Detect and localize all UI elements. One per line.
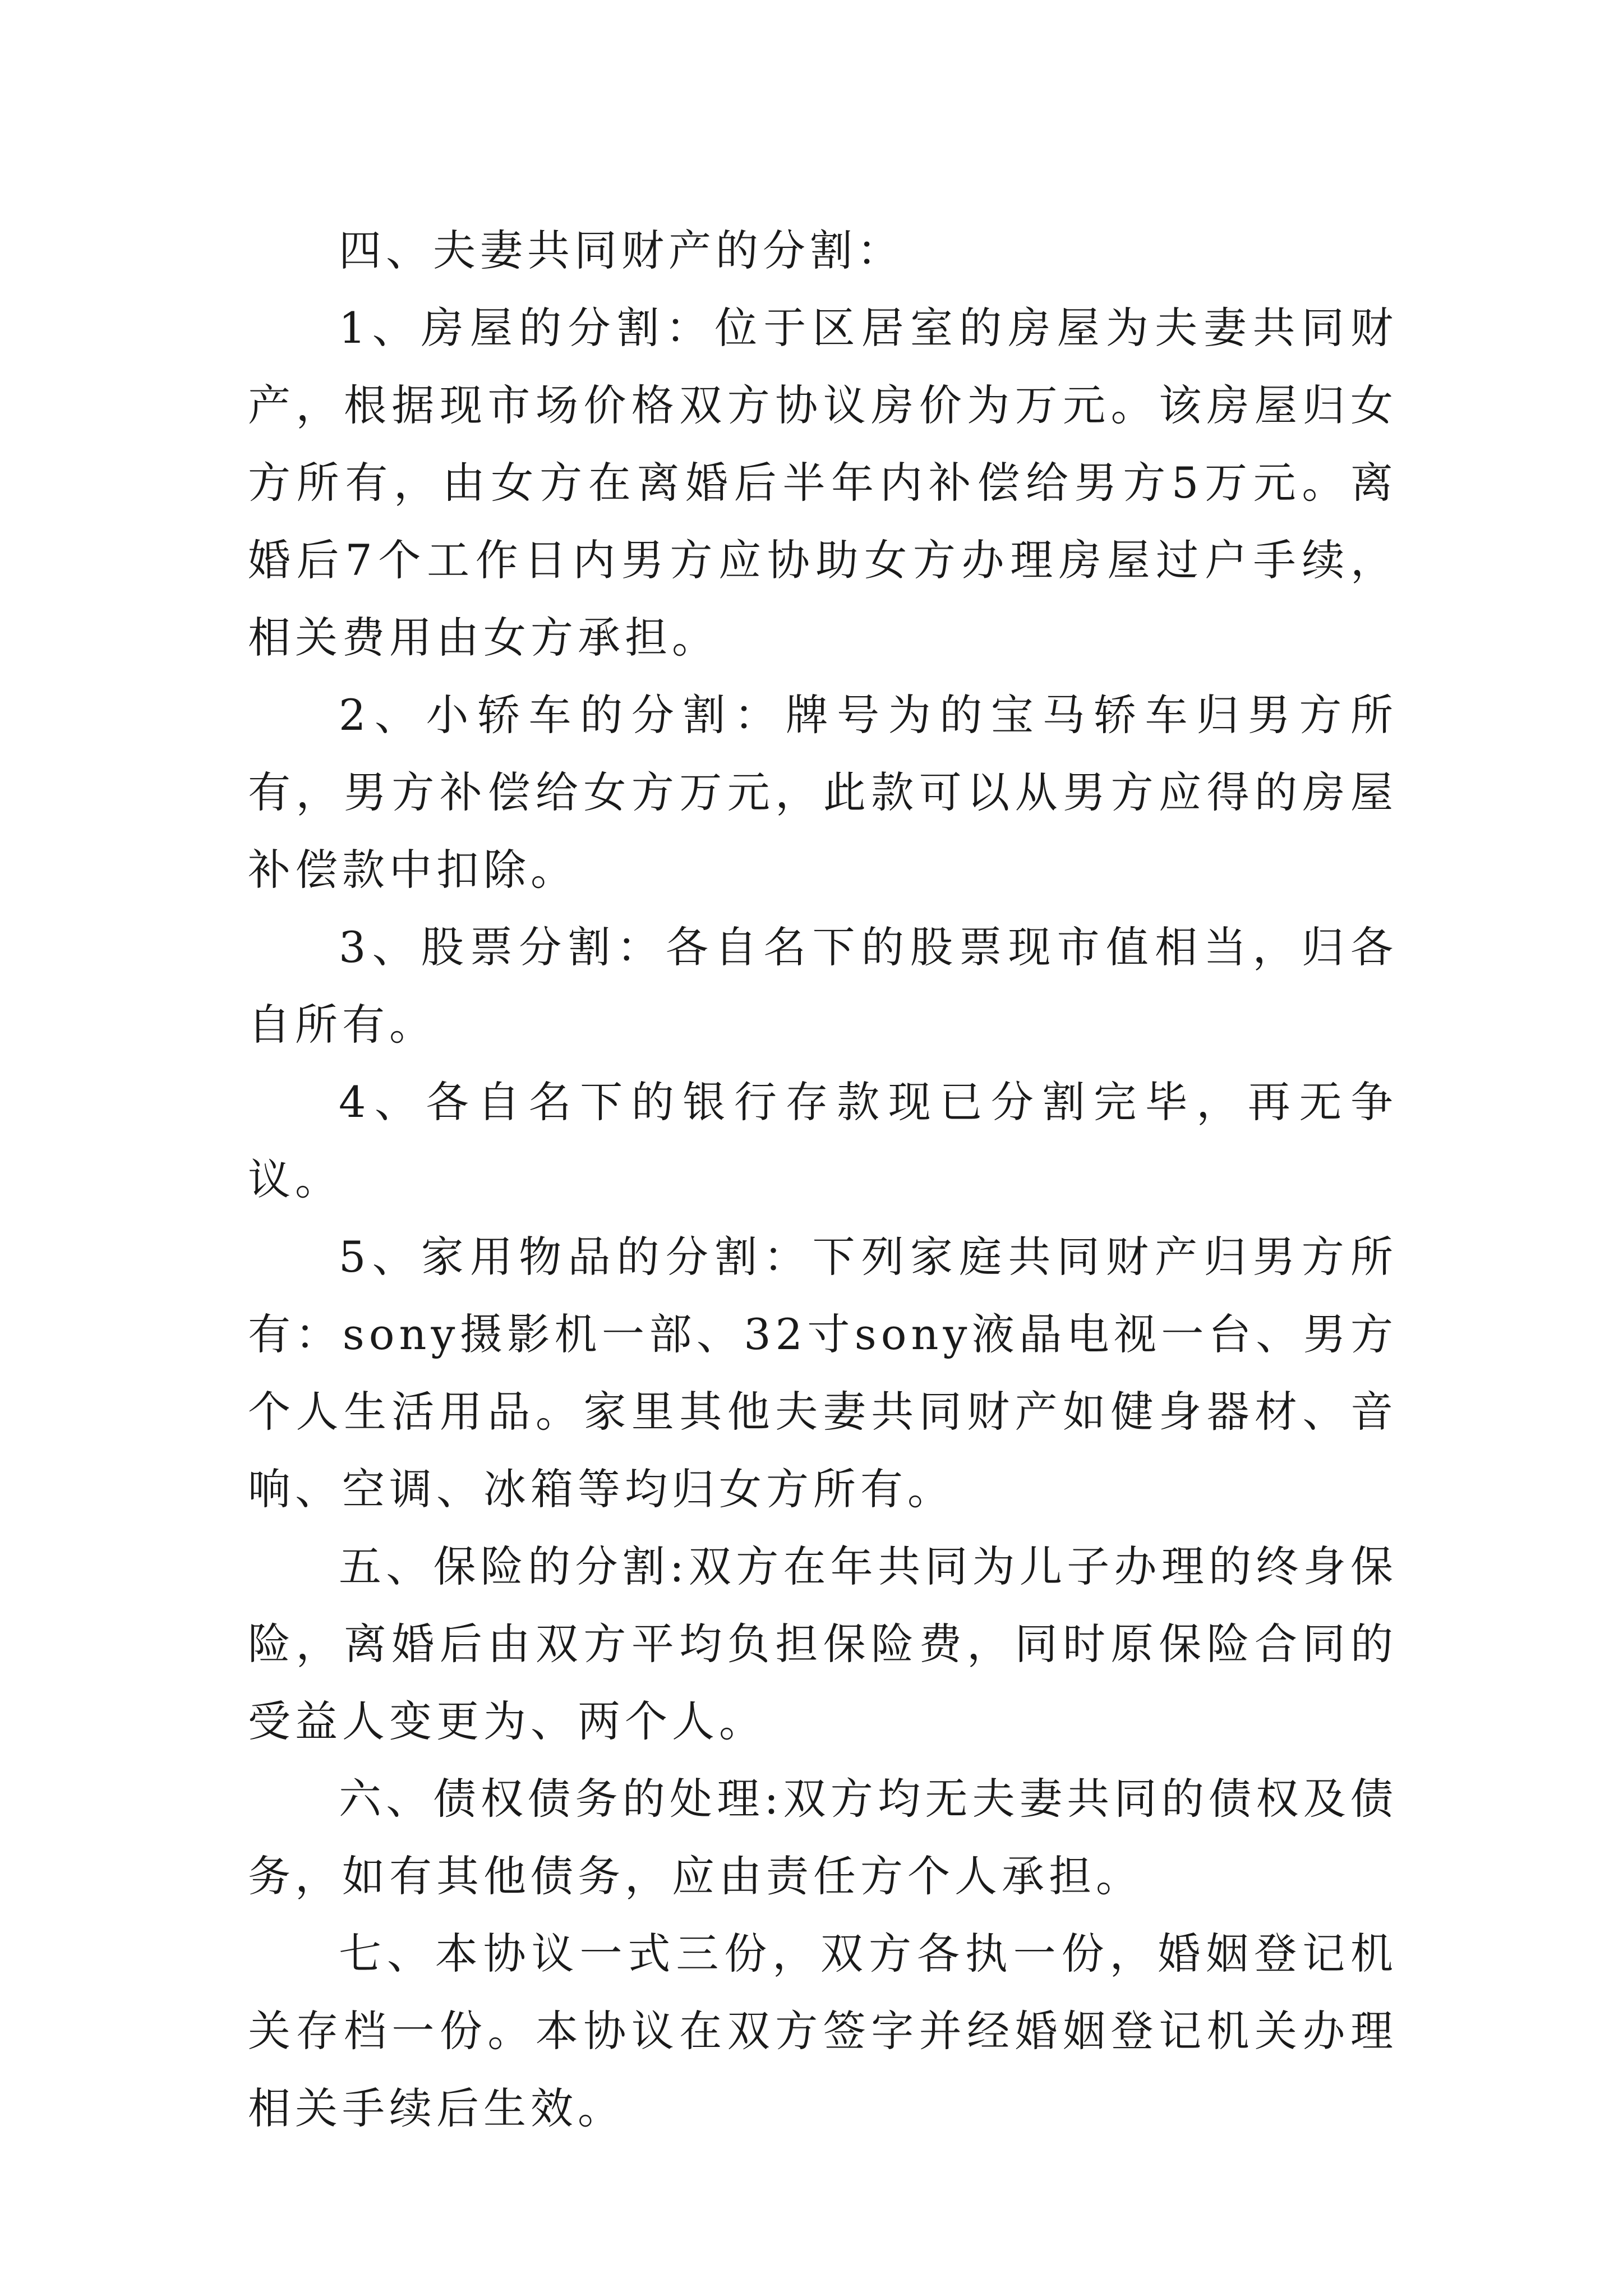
clause-car-division: 2、小轿车的分割：牌号为的宝马轿车归男方所有，男方补偿给女方万元，此款可以从男方应得的房屋补偿款中扣除。 <box>248 690 1398 895</box>
clause-household-items: 5、家用物品的分割：下列家庭共同财产归男方所有：sony摄影机一部、32寸sony液晶电视一台、男方个人生活用品。家里其他夫妻共同财产如健身器材、音响、空调、冰箱等均归女方所有。 <box>248 1232 1398 1514</box>
clause-house-division: 1、房屋的分割：位于区居室的房屋为夫妻共同财产，根据现市场价格双方协议房价为万元。该房屋归女方所有，由女方在离婚后半年内补偿给男方5万元。离婚后7个工作日内男方应协助女方办理房屋过户手续，相关费用由女方承担。 <box>248 303 1398 662</box>
clause-bank-deposit: 4、各自名下的银行存款现已分割完毕，再无争议。 <box>248 1077 1398 1204</box>
document-body <box>248 212 1398 2147</box>
clause-stock-division: 3、股票分割：各自名下的股票现市值相当，归各自所有。 <box>248 922 1398 1050</box>
section-agreement-copies: 七、本协议一式三份，双方各执一份，婚姻登记机关存档一份。本协议在双方签字并经婚姻登记机关办理相关手续后生效。 <box>248 1929 1398 2133</box>
section-debt-handling: 六、债权债务的处理:双方均无夫妻共同的债权及债务，如有其他债务，应由责任方个人承担。 <box>248 1774 1398 1901</box>
section-insurance-division: 五、保险的分割:双方在年共同为儿子办理的终身保险，离婚后由双方平均负担保险费，同时原保险合同的受益人变更为、两个人。 <box>248 1542 1398 1746</box>
section-heading-property-division: 四、夫妻共同财产的分割： <box>339 226 904 275</box>
